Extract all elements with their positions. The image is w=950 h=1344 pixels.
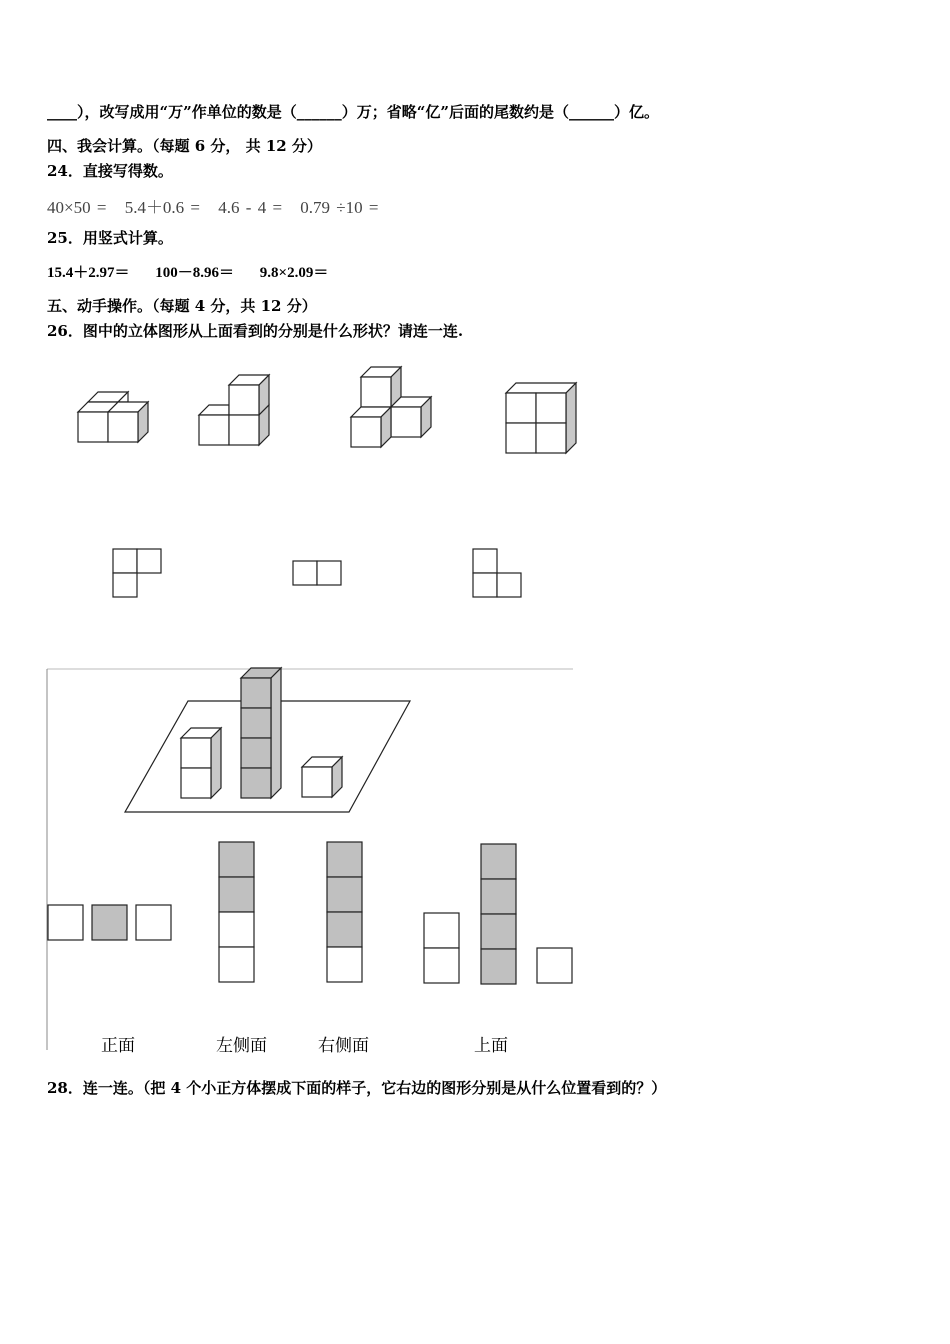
q26-solid-4 <box>506 383 576 453</box>
label-top: 上面 <box>474 1036 508 1056</box>
calc-item-4: 0.79 ÷10 = <box>300 198 379 217</box>
q26-solid-3 <box>351 367 431 447</box>
calc-item-3: 4.6 - 4 = <box>218 198 283 217</box>
q27-view-column-b <box>327 842 362 982</box>
q27-single-cube <box>302 757 342 797</box>
label-right-side: 右侧面 <box>318 1036 369 1056</box>
question-26: 26．图中的立体图形从上面看到的分别是什么形状？请连一连. <box>47 322 464 340</box>
q27-view-group <box>424 844 572 984</box>
q27-view-row <box>48 905 171 940</box>
question-24: 24．直接写得数。 <box>47 162 173 180</box>
q27-view-column-a <box>219 842 254 982</box>
section-5-heading: 五、动手操作。（每题 4 分，共 12 分） <box>47 297 317 315</box>
q26-view-option-1 <box>113 549 161 597</box>
q27-stack-four <box>241 668 281 798</box>
q26-solid-2 <box>199 375 269 445</box>
q26-view-option-2 <box>293 561 341 585</box>
vcalc-item-1: 15.4＋2.97＝ <box>47 265 130 281</box>
q27-stack-two <box>181 728 221 798</box>
q26-view-option-3 <box>473 549 521 597</box>
question-28: 28．连一连。（把 4 个小正方体摆成下面的样子，它右边的图形分别是从什么位置看到的？） <box>47 1079 667 1097</box>
vcalc-item-3: 9.8×2.09＝ <box>259 265 329 281</box>
calc-item-2: 5.4＋0.6 = <box>124 198 201 217</box>
calc-item-1: 40×50 = <box>47 198 107 217</box>
q26-solid-1 <box>78 392 148 442</box>
q23-continuation: ____），改写成用“万”作单位的数是（______）万；省略“亿”后面的尾数约是（______）亿。 <box>47 103 660 121</box>
label-front: 正面 <box>101 1036 135 1056</box>
section-4-heading: 四、我会计算。（每题 6 分， 共 12 分） <box>47 137 322 155</box>
vcalc-item-2: 100－8.96＝ <box>155 265 235 281</box>
question-25: 25．用竖式计算。 <box>47 229 173 247</box>
label-left-side: 左侧面 <box>216 1036 267 1056</box>
